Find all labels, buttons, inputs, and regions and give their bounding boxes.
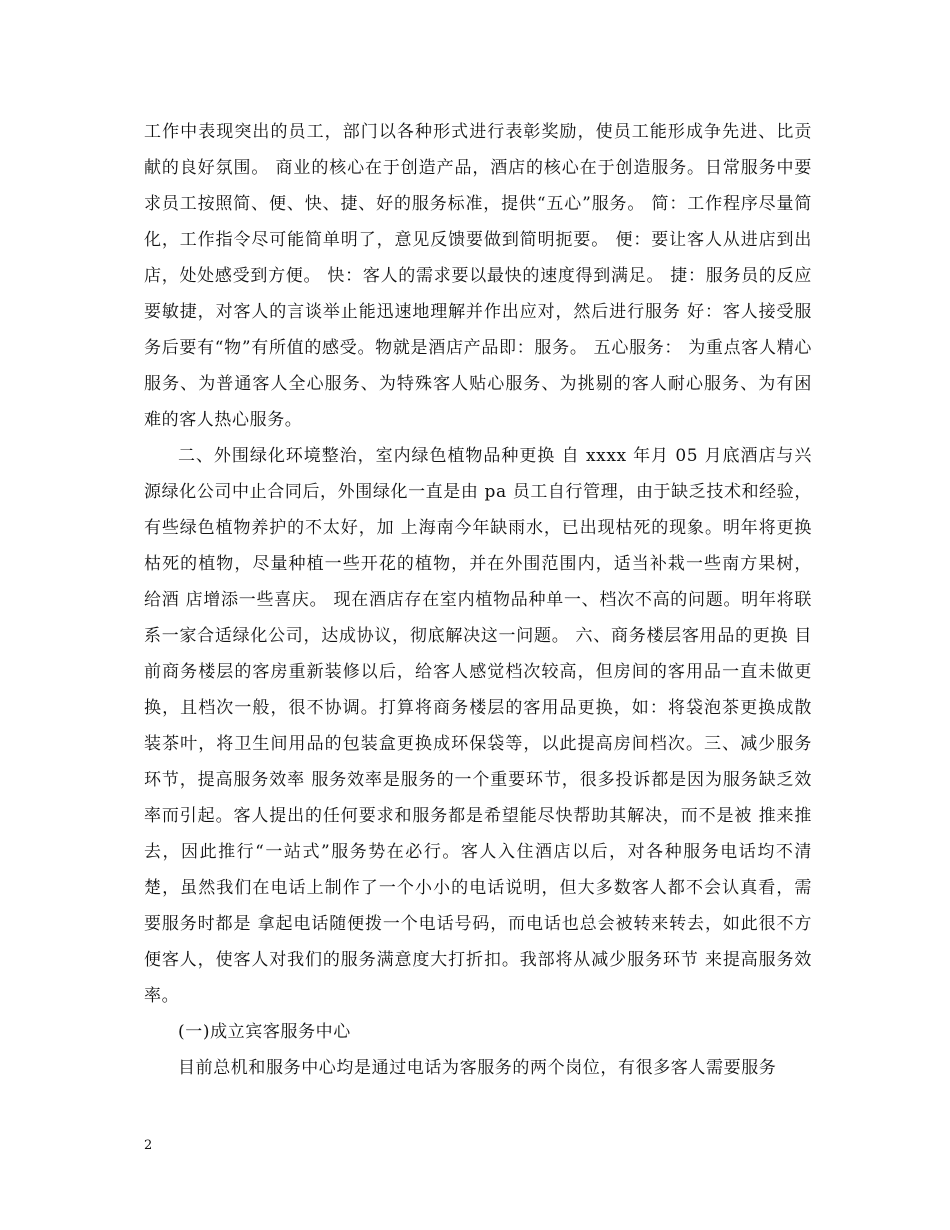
section-heading-guest-service-center: (一)成立宾客服务中心: [178, 1022, 351, 1042]
page-number: 2: [144, 1138, 153, 1153]
paragraph-service-standards: 工作中表现突出的员工，部门以各种形式进行表彰奖励，使员工能形成争先进、比贡献的良好氛围。 商业的核心在于创造产品，酒店的核心在于创造服务。日常服务中要求员工按照简、便、快、捷、好的服务标准，提供“五心”服务。 简：工作程序尽量简化，工作指令尽可能简单明了，意见反馈要做到简明扼要。 便：要让客人从进店到出店，处处感受到方便。 快：客人的需求要以最快的速度得到满足。 捷：服务员的反应要敏捷，对客人的言谈举止能迅速地理解并作出应对，然后进行服务 好：客人接受服务后要有“物”有所值的感受。物就是酒店产品即：服务。 五心服务： 为重点客人精心服务、为普通客人全心服务、为特殊客人贴心服务、为挑剔的客人耐心服务、为有困难的客人热心服务。: [144, 122, 812, 430]
paragraph-guest-service-center: 目前总机和服务中心均是通过电话为客服务的两个岗位，有很多客人需要服务: [178, 1058, 777, 1078]
page-content: [144, 114, 812, 1086]
paragraph-greening-and-efficiency: 二、外围绿化环境整治，室内绿色植物品种更换 自 xxxx 年月 05 月底酒店与兴源绿化公司中止合同后，外围绿化一直是由 pa 员工自行管理，由于缺乏技术和经验，有些绿色植物养护的不太好，加 上海南今年缺雨水，已出现枯死的现象。明年将更换枯死的植物，尽量种植一些开花的植物，并在外围范围内，适当补栽一些南方果树，给酒 店增添一些喜庆。 现在酒店存在室内植物品种单一、档次不高的问题。明年将联系一家合适绿化公司，达成协议，彻底解决这一问题。 六、商务楼层客用品的更换 目前商务楼层的客房重新装修以后，给客人感觉档次较高，但房间的客用品一直未做更换，且档次一般，很不协调。打算将商务楼层的客用品更换，如：将袋泡茶更换成散装茶叶，将卫生间用品的包装盒更换成环保袋等，以此提高房间档次。三、减少服务环节，提高服务效率 服务效率是服务的一个重要环节，很多投诉都是因为服务缺乏效率而引起。客人提出的任何要求和服务都是希望能尽快帮助其解决，而不是被 推来推去，因此推行“一站式”服务势在必行。客人入住酒店以后，对各种服务电话均不清楚，虽然我们在电话上制作了一个小小的电话说明，但大多数客人都不会认真看，需要服务时都是 拿起电话随便拨一个电话号码，而电话也总会被转来转去，如此很不方便客人，使客人对我们的服务满意度大打折扣。我部将从减少服务环节 来提高服务效率。: [144, 446, 812, 1006]
